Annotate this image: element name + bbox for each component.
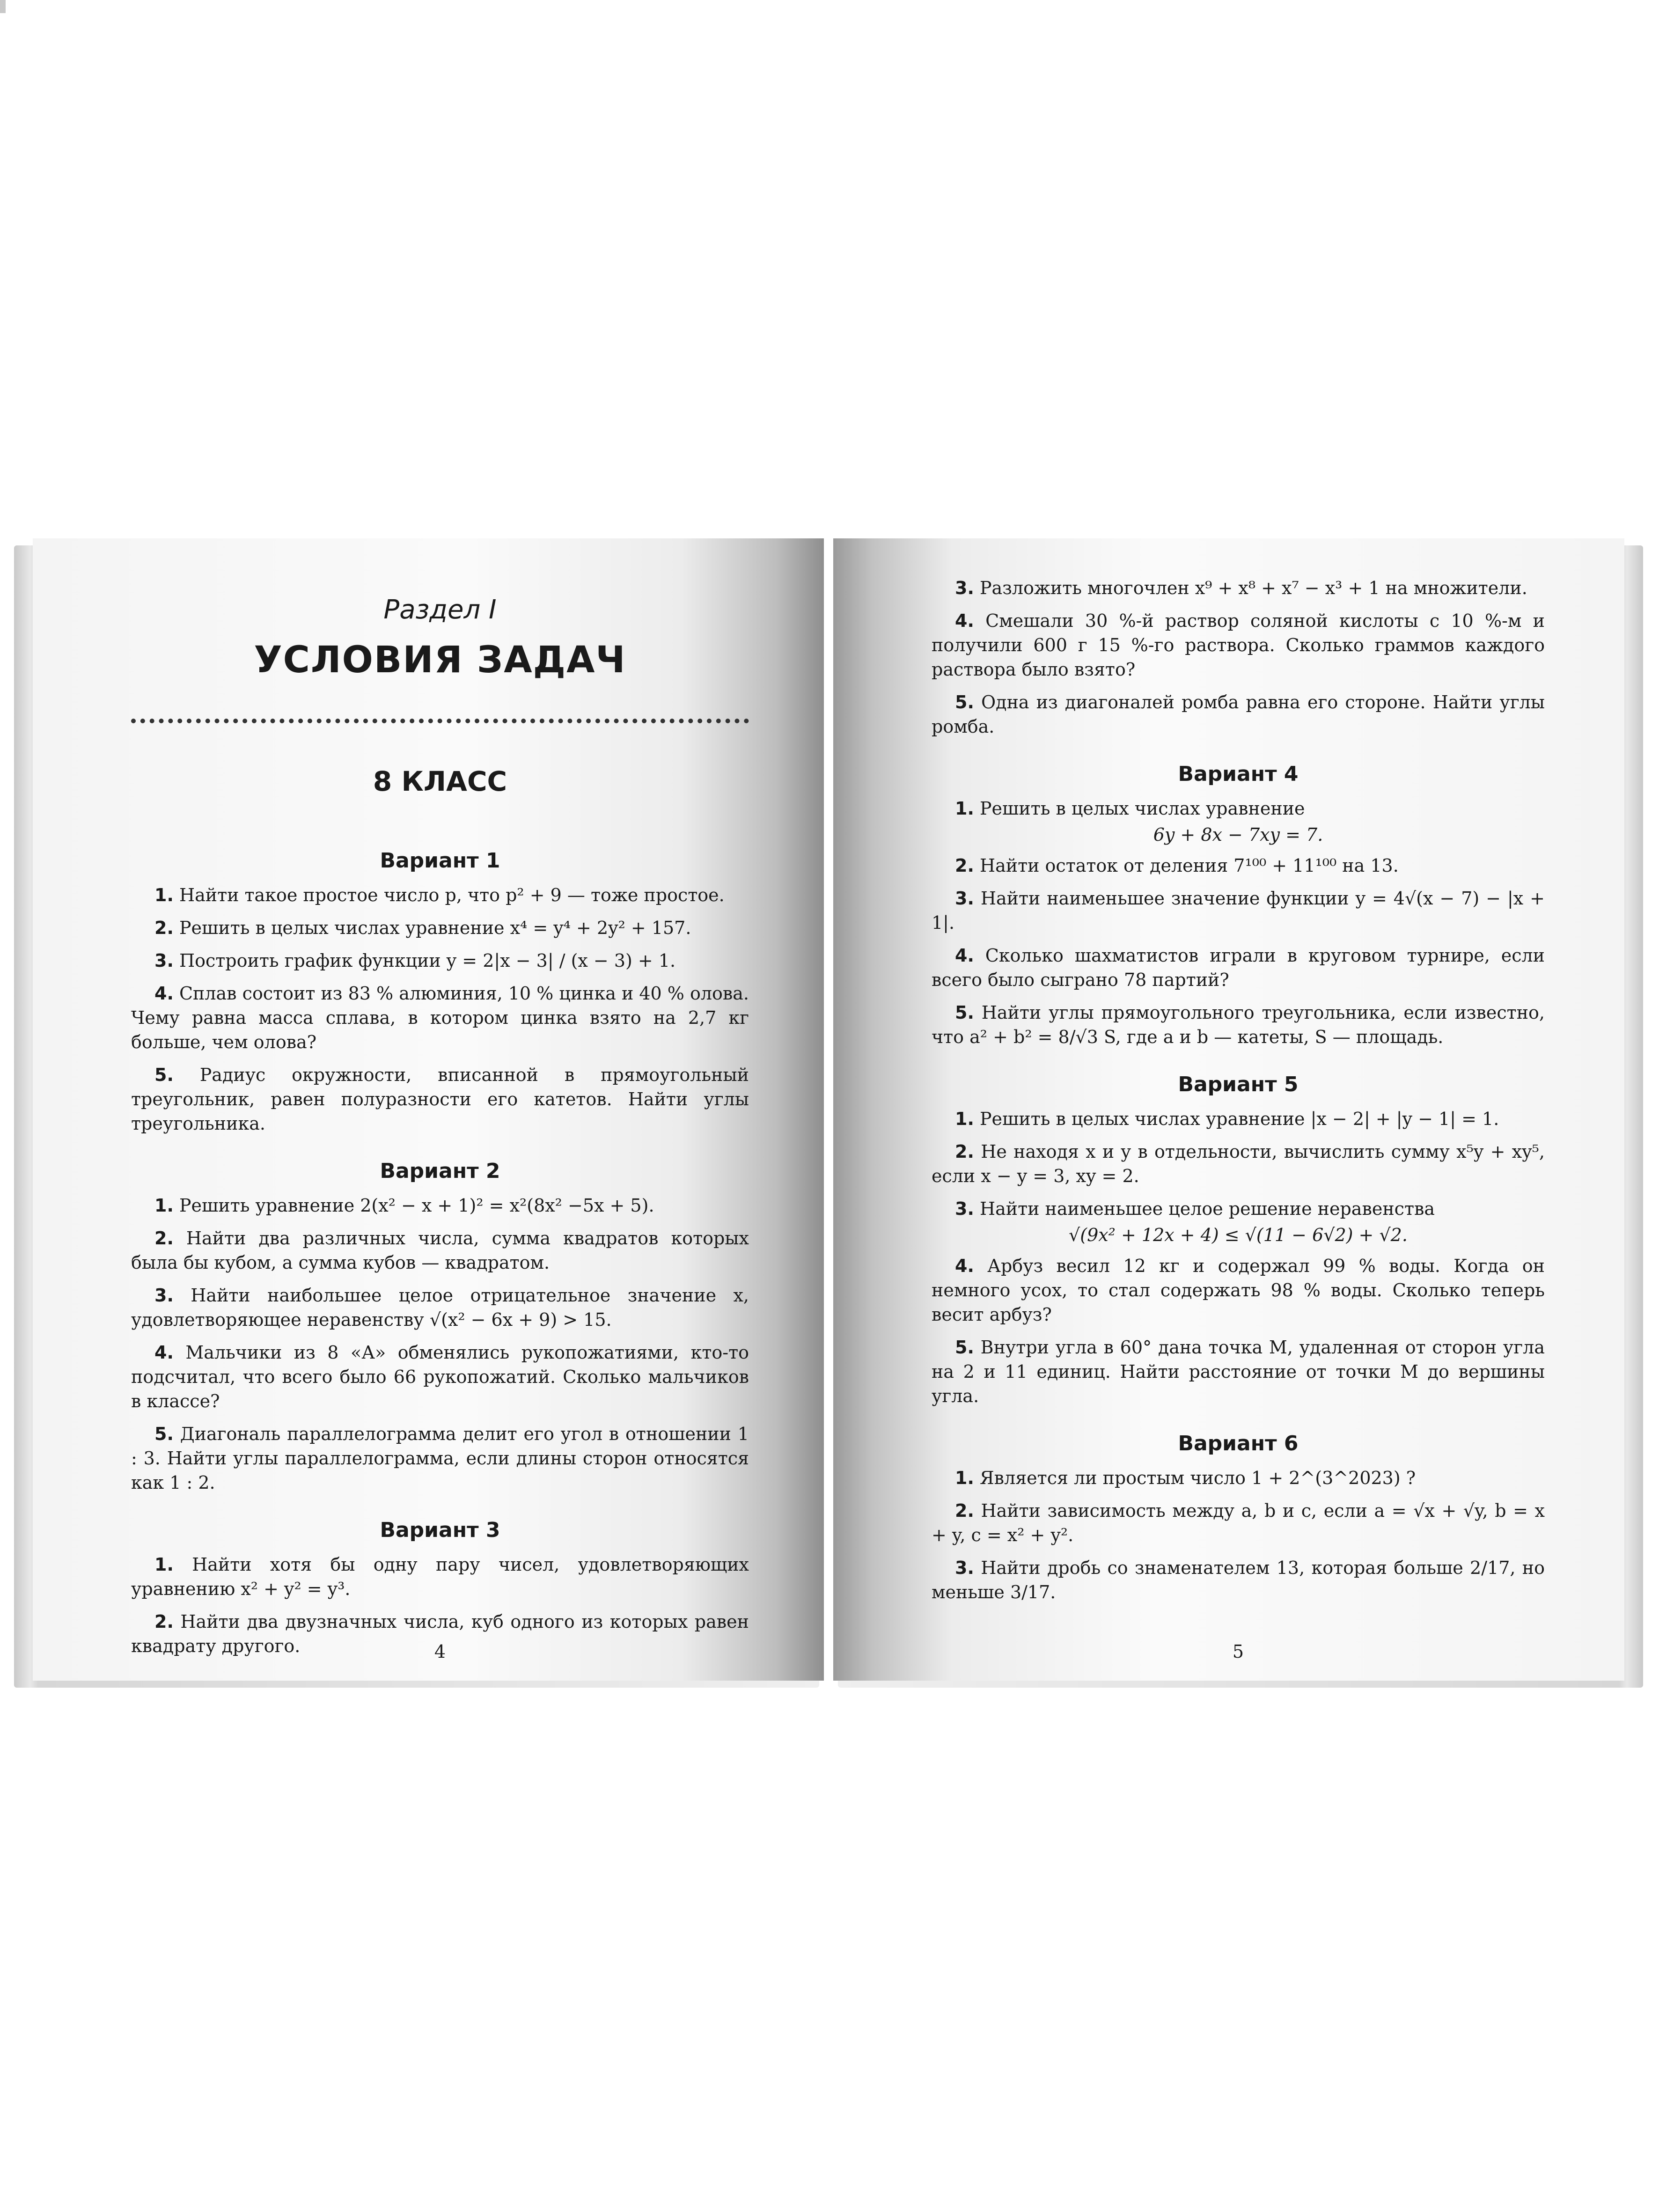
task xyxy=(131,883,749,907)
variant-2-heading: Вариант 2 xyxy=(380,1159,500,1183)
task xyxy=(932,1499,1545,1547)
task xyxy=(932,1107,1545,1131)
task-number: 2. xyxy=(154,918,174,938)
task xyxy=(131,1340,749,1413)
task-text: Найти хотя бы одну пару чисел, удовлетворяющих уравнению x² + y² = y³. xyxy=(131,1554,749,1599)
task-number: 1. xyxy=(955,1468,974,1488)
task-number: 2. xyxy=(955,1141,974,1162)
task-number: 5. xyxy=(955,1337,974,1358)
task-number: 1. xyxy=(955,798,974,819)
task xyxy=(131,1552,749,1601)
page-number: 5 xyxy=(1232,1641,1244,1662)
variant-5-heading: Вариант 5 xyxy=(1178,1073,1299,1096)
task-text: Разложить многочлен x⁹ + x⁸ + x⁷ − x³ + 1 на множители. xyxy=(979,578,1527,598)
task-number: 2. xyxy=(154,1228,174,1249)
task-text: Не находя x и y в отдельности, вычислить сумму x⁵y + xy⁵, если x − y = 3, xy = 2. xyxy=(932,1141,1545,1186)
task xyxy=(131,948,749,973)
task-text: Найти углы прямоугольного треугольника, если известно, что a² + b² = 8/√3 S, где a и b — катеты, S — площадь. xyxy=(932,1002,1545,1047)
equation: √(9x² + 12x + 4) ≤ √(11 − 6√2) + √2. xyxy=(1069,1225,1408,1245)
task-number: 2. xyxy=(955,855,974,876)
open-book xyxy=(14,524,1643,1704)
task-number: 2. xyxy=(955,1500,974,1521)
task xyxy=(932,886,1545,935)
task-text: Внутри угла в 60° дана точка M, удаленная от сторон угла на 2 и 11 единиц. Найти расстояние от точки M до вершины угла. xyxy=(932,1337,1545,1406)
task-text: Построить график функции y = 2|x − 3| / (x − 3) + 1. xyxy=(179,950,676,971)
task xyxy=(932,796,1545,821)
task xyxy=(932,1556,1545,1604)
dotted-divider xyxy=(131,719,749,723)
grade-heading: 8 КЛАСС xyxy=(373,765,507,797)
task xyxy=(932,690,1545,739)
variant-4-heading: Вариант 4 xyxy=(1178,762,1299,786)
task xyxy=(131,1193,749,1218)
task-text: Смешали 30 %-й раствор соляной кислоты с 10 %-м и получили 600 г 15 %-го раствора. Сколько граммов каждого раствора было взято? xyxy=(932,610,1545,680)
variant-3-heading: Вариант 3 xyxy=(380,1518,500,1542)
section-title: УСЛОВИЯ ЗАДАЧ xyxy=(254,639,626,681)
task-text: Сколько шахматистов играли в круговом турнире, если всего было сыграно 78 партий? xyxy=(932,945,1545,990)
task-number: 5. xyxy=(154,1065,174,1085)
task-number: 1. xyxy=(154,1554,174,1575)
task-number: 3. xyxy=(955,888,974,909)
task-text: Найти два двузначных числа, куб одного из которых равен квадрату другого. xyxy=(131,1611,749,1656)
task-text: Найти два различных числа, сумма квадратов которых была бы кубом, а сумма кубов — квадратом. xyxy=(131,1228,749,1273)
task-number: 5. xyxy=(955,692,974,713)
task-text: Диагональ параллелограмма делит его угол в отношении 1 : 3. Найти углы параллелограмма, если длины сторон относятся как 1 : 2. xyxy=(131,1424,749,1493)
task xyxy=(932,1254,1545,1327)
task xyxy=(932,576,1545,600)
task xyxy=(932,943,1545,992)
task-number: 4. xyxy=(955,1256,974,1276)
task-text: Решить в целых числах уравнение |x − 2| + |y − 1| = 1. xyxy=(979,1109,1499,1129)
equation: 6y + 8x − 7xy = 7. xyxy=(1153,824,1323,845)
task-number: 4. xyxy=(955,945,974,966)
task xyxy=(932,1466,1545,1490)
task xyxy=(131,1226,749,1275)
task xyxy=(932,853,1545,878)
task-text: Найти зависимость между a, b и c, если a = √x + √y, b = x + y, c = x² + y². xyxy=(932,1500,1545,1545)
task-text: Мальчики из 8 «А» обменялись рукопожатиями, кто-то подсчитал, что всего было 66 рукопожатий. Сколько мальчиков в классе? xyxy=(131,1342,749,1411)
task-number: 4. xyxy=(154,1342,174,1363)
section-label: Раздел I xyxy=(383,595,497,625)
task xyxy=(932,1197,1545,1221)
right-page xyxy=(833,538,1624,1681)
task-number: 3. xyxy=(955,578,974,598)
task-text: Найти наименьшее целое решение неравенства xyxy=(979,1198,1435,1219)
task-text: Найти остаток от деления 7¹⁰⁰ + 11¹⁰⁰ на 13. xyxy=(979,855,1399,876)
page-number: 4 xyxy=(434,1641,446,1662)
task-text: Решить в целых числах уравнение x⁴ = y⁴ + 2y² + 157. xyxy=(179,918,691,938)
task-text: Сплав состоит из 83 % алюминия, 10 % цинка и 40 % олова. Чему равна масса сплава, в котором цинка взято на 2,7 кг больше, чем олова? xyxy=(131,983,749,1052)
variant-6-heading: Вариант 6 xyxy=(1178,1432,1299,1455)
task-number: 3. xyxy=(955,1198,974,1219)
task-number: 2. xyxy=(154,1611,174,1632)
task-text: Найти дробь со знаменателем 13, которая больше 2/17, но меньше 3/17. xyxy=(932,1558,1545,1602)
task-text: Найти такое простое число p, что p² + 9 — тоже простое. xyxy=(179,885,725,905)
task-number: 1. xyxy=(154,1195,174,1216)
task-number: 5. xyxy=(955,1002,974,1023)
task-text: Решить уравнение 2(x² − x + 1)² = x²(8x² −5x + 5). xyxy=(179,1195,654,1216)
task xyxy=(131,981,749,1054)
task-text: Найти наибольшее целое отрицательное значение x, удовлетворяющее неравенству √(x² − 6x + 9) > 15. xyxy=(131,1285,749,1330)
task-number: 3. xyxy=(154,1285,174,1306)
task-text: Решить в целых числах уравнение xyxy=(979,798,1305,819)
variant-1-heading: Вариант 1 xyxy=(380,849,500,873)
task-number: 1. xyxy=(154,885,174,905)
task xyxy=(932,1335,1545,1408)
task-text: Является ли простым число 1 + 2^(3^2023) ? xyxy=(979,1468,1416,1488)
task-text: Найти наименьшее значение функции y = 4√(x − 7) − |x + 1|. xyxy=(932,888,1545,933)
task-number: 3. xyxy=(154,950,174,971)
corner-mark xyxy=(0,0,6,13)
task-text: Одна из диагоналей ромба равна его стороне. Найти углы ромба. xyxy=(932,692,1545,737)
task-number: 5. xyxy=(154,1424,174,1444)
task xyxy=(131,1422,749,1495)
task-text: Радиус окружности, вписанной в прямоугольный треугольник, равен полуразности его катетов. Найти углы треугольника. xyxy=(131,1065,749,1134)
task-number: 4. xyxy=(955,610,974,631)
task-number: 1. xyxy=(955,1109,974,1129)
task-number: 3. xyxy=(955,1558,974,1578)
task-text: Арбуз весил 12 кг и содержал 99 % воды. Когда он немного усох, то стал содержать 98 % воды. Сколько теперь весит арбуз? xyxy=(932,1256,1545,1325)
left-page xyxy=(33,538,824,1681)
task xyxy=(932,1000,1545,1049)
task xyxy=(131,916,749,940)
task xyxy=(131,1063,749,1136)
task-number: 4. xyxy=(154,983,174,1004)
task xyxy=(932,1139,1545,1188)
task xyxy=(131,1283,749,1332)
task xyxy=(932,609,1545,682)
